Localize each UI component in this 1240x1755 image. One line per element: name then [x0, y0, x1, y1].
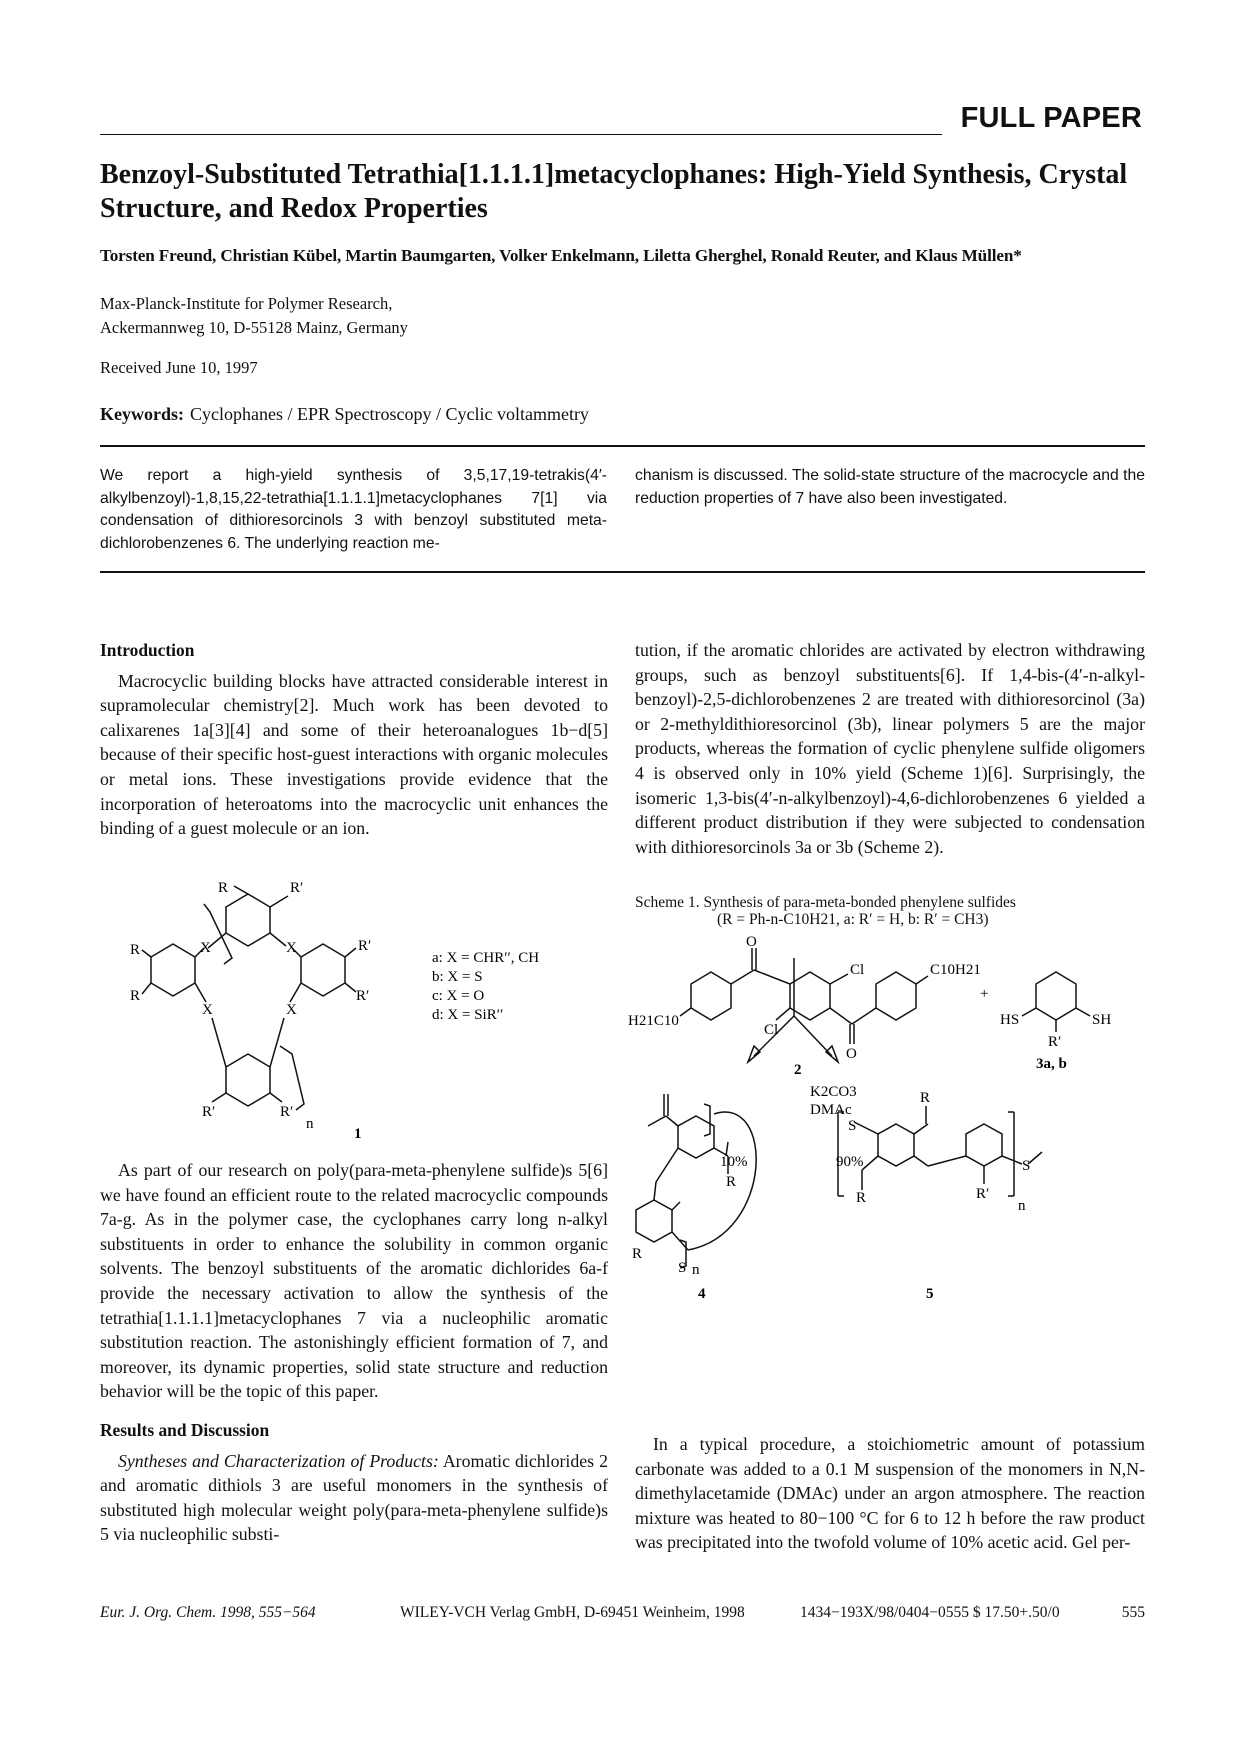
author-list: Torsten Freund, Christian Kübel, Martin Baumgarten, Volker Enkelmann, Liletta Gherghel, Ronald Reuter, and Klaus Müllen*: [100, 246, 1022, 265]
keywords-text: Cyclophanes / EPR Spectroscopy / Cyclic voltammetry: [190, 404, 589, 424]
received-date: Received June 10, 1997: [100, 358, 258, 377]
atom-R-top: R: [218, 880, 229, 896]
atom-Rp-5: R′: [976, 1186, 990, 1202]
atom-R-left-bottom: R: [130, 988, 141, 1004]
right-column-lower: [635, 1432, 1145, 1555]
yield-10: 10%: [720, 1154, 748, 1170]
compound-2-label: 2: [794, 1062, 802, 1078]
atom-Rp-bottom-right: R′: [280, 1104, 294, 1120]
affiliation-line-2: Ackermannweg 10, D-55128 Mainz, Germany: [100, 318, 408, 337]
atom-O-2: O: [846, 1046, 857, 1062]
atom-X-bottom-right: X: [286, 1002, 297, 1018]
right-column-top: [635, 638, 1145, 859]
left-column-lower: [100, 1158, 608, 1547]
introduction-heading: Introduction: [100, 640, 195, 660]
ring-left: [151, 944, 195, 996]
atom-R-left: R: [130, 942, 141, 958]
atom-Rp-3: R′: [1048, 1034, 1062, 1050]
atom-n-5: n: [1018, 1198, 1026, 1214]
product5-ring-right: [966, 1124, 1002, 1166]
footer-publisher: WILEY-VCH Verlag GmbH, D-69451 Weinheim, 1998: [400, 1604, 745, 1621]
affiliation: [100, 292, 408, 340]
scheme1-caption: [635, 894, 1145, 928]
scheme1-caption-line2: (R = Ph-n-C10H21, a: R′ = H, b: R′ = CH3): [717, 911, 989, 928]
atom-S-5: S: [848, 1118, 857, 1134]
atom-R-4: R: [632, 1246, 643, 1262]
keywords: [100, 404, 589, 425]
atom-S-5b: S: [1022, 1158, 1031, 1174]
atom-n: n: [306, 1116, 314, 1132]
atom-R-4b: R: [726, 1174, 737, 1190]
right-paragraph-1: tution, if the aromatic chlorides are activated by electron withdrawing groups, such as benzoyl substituents[6]. If 1,4-bis-(4′-n-alkyl-benzoyl)-2,5-dichlorobenzenes 2 are treated with dithioresorcinol (3a) or 2-methyldithioresorcinol (3b), linear polymers 5 are the major products, whereas the formation of cyclic phenylene sulfide oligomers 4 is observed only in 10% yield (Scheme 1)[6]. Surprisingly, the isomeric 1,3-bis(4′-n-alkylbenzoyl)-4,6-dichlorobenzenes 6 yielded a different product distribution if they were subjected to condensation with dithioresorcinols 3a or 3b (Scheme 2).: [635, 640, 1145, 857]
atom-R-5: R: [920, 1090, 931, 1106]
ring-top: [226, 894, 270, 946]
introduction-paragraph-1: Macrocyclic building blocks have attracted considerable interest in supramolecular chemistry[2]. Much work has been devoted to calixarenes 1a[3][4] and some of their heteroanalogues 1b−d[5] because of their specific host-guest interactions with organic molecules or metal ions. These investigations provide evidence that the incorporation of heteroatoms into the macrocyclic unit enhances the binding of a guest molecule or an ion.: [100, 670, 608, 839]
atom-HS: HS: [1000, 1012, 1020, 1028]
affiliation-line-1: Max-Planck-Institute for Polymer Research,: [100, 294, 393, 313]
results-heading: Results and Discussion: [100, 1419, 270, 1440]
atom-S-4: S: [678, 1260, 687, 1276]
product4-ring-top: [678, 1116, 714, 1158]
atom-n-4: n: [692, 1262, 700, 1278]
legend-d: d: X = SiR′′: [432, 1007, 504, 1023]
results-subheading: Syntheses and Characterization of Products:: [118, 1450, 439, 1471]
atom-Cl-2: Cl: [764, 1022, 779, 1038]
product4-ring-bottom: [636, 1200, 672, 1242]
atom-X-top-left: X: [200, 940, 211, 956]
keywords-label: Keywords:: [100, 404, 184, 424]
bracket-bottom: [280, 1046, 304, 1110]
page-number: 555: [1121, 1604, 1145, 1621]
atom-Rp-bottom-left: R′: [202, 1104, 216, 1120]
header-rule: [100, 134, 942, 135]
introduction-section: [100, 638, 608, 841]
introduction-paragraph-2: As part of our research on poly(para-meta-phenylene sulfide)s 5[6] we have found an efficient route to the related macrocyclic compounds 7a-g. As in the polymer case, the cyclophanes carry long n-alkyl substituents in order to enhance the solubility in common organic solvents. The benzoyl substituents of the aromatic dichlorides 6a-f provide the necessary activation to allow the synthesis of the tetrathia[1.1.1.1]metacyclophanes 7 via a nucleophilic aromatic substitution reaction. The astonishingly efficient formation of 7, and moreover, its dynamic properties, solid state structure and reduction behavior will be the topic of this paper.: [100, 1160, 608, 1402]
atom-R-5b: R: [856, 1190, 867, 1206]
right-paragraph-2: In a typical procedure, a stoichiometric amount of potassium carbonate was added to a 0.1 M suspension of the monomers in N,N-dimethylacetamide (DMAc) under an argon atmosphere. The reaction mixture was heated to 80−100 °C for 6 to 12 h before the raw product was precipitated into the twofold volume of 10% acetic acid. Gel per-: [635, 1434, 1145, 1553]
plus-sign: +: [980, 986, 989, 1002]
section-label: FULL PAPER: [960, 102, 1142, 134]
abstract-bottom-rule: [100, 571, 1145, 573]
ring-bottom: [226, 1054, 270, 1106]
legend-a: a: X = CHR′′, CH: [432, 950, 540, 966]
atom-X-top-right: X: [286, 940, 297, 956]
monomer3-ring: [1036, 972, 1076, 1020]
reagent-k2co3: K2CO3: [810, 1084, 857, 1100]
paper-title: Benzoyl-Substituted Tetrathia[1.1.1.1]metacyclophanes: High-Yield Synthesis, Crystal Structure, and Redox Properties: [100, 159, 1128, 224]
atom-SH: SH: [1092, 1012, 1112, 1028]
atom-H21C10: H21C10: [628, 1013, 679, 1029]
monomer2-ring-right: [876, 972, 916, 1020]
compound-5-label: 5: [926, 1286, 934, 1302]
yield-90: 90%: [836, 1154, 864, 1170]
atom-Rp-right: R′: [358, 938, 372, 954]
atom-Rp-right-bottom: R′: [356, 988, 370, 1004]
results-paragraph-1: Syntheses and Characterization of Products: Aromatic dichlorides 2 and aromatic dithiols 3 are useful monomers in the synthesis of substituted high molecular weight poly(para-meta-phenylene sulfide)s 5 via nucleophilic substi-: [100, 1450, 608, 1545]
cyclophane-structure-1: [100, 878, 620, 1138]
monomer2-ring-left: [691, 972, 731, 1020]
scheme1-caption-line1: Scheme 1. Synthesis of para-meta-bonded phenylene sulfides: [635, 894, 1016, 911]
atom-X-bottom-left: X: [202, 1002, 213, 1018]
monomer2-ring-center: [790, 972, 830, 1020]
atom-O: O: [746, 934, 757, 950]
abstract-top-rule: [100, 445, 1145, 447]
legend-c: c: X = O: [432, 988, 485, 1004]
footer-code: 1434−193X/98/0404−0555 $ 17.50+.50/0: [800, 1604, 1060, 1621]
product5-ring-left: [878, 1124, 914, 1166]
compound-3-label: 3a, b: [1036, 1056, 1067, 1072]
scheme1-drawing: [628, 934, 1148, 1414]
figure1-label: 1: [354, 1126, 362, 1138]
legend-b: b: X = S: [432, 969, 483, 985]
footer-journal: Eur. J. Org. Chem. 1998, 555−564: [100, 1604, 316, 1621]
atom-C10H21: C10H21: [930, 962, 981, 978]
abstract-left: We report a high-yield synthesis of 3,5,17,19-tetrakis(4′-alkylbenzoyl)-1,8,15,22-tetrathia[1.1.1.1]metacyclophanes 7[1] via condensation of dithioresorcinols 3 with benzoyl substituted meta-dichlorobenzenes 6. The underlying reaction me-: [100, 467, 607, 552]
atom-Rp-top: R′: [290, 880, 304, 896]
ring-right: [301, 944, 345, 996]
reagent-dmac: DMAc: [810, 1102, 852, 1118]
compound-4-label: 4: [698, 1286, 706, 1302]
atom-Cl: Cl: [850, 962, 865, 978]
abstract-right: chanism is discussed. The solid-state structure of the macrocycle and the reduction properties of 7 have also been investigated.: [635, 467, 1145, 507]
